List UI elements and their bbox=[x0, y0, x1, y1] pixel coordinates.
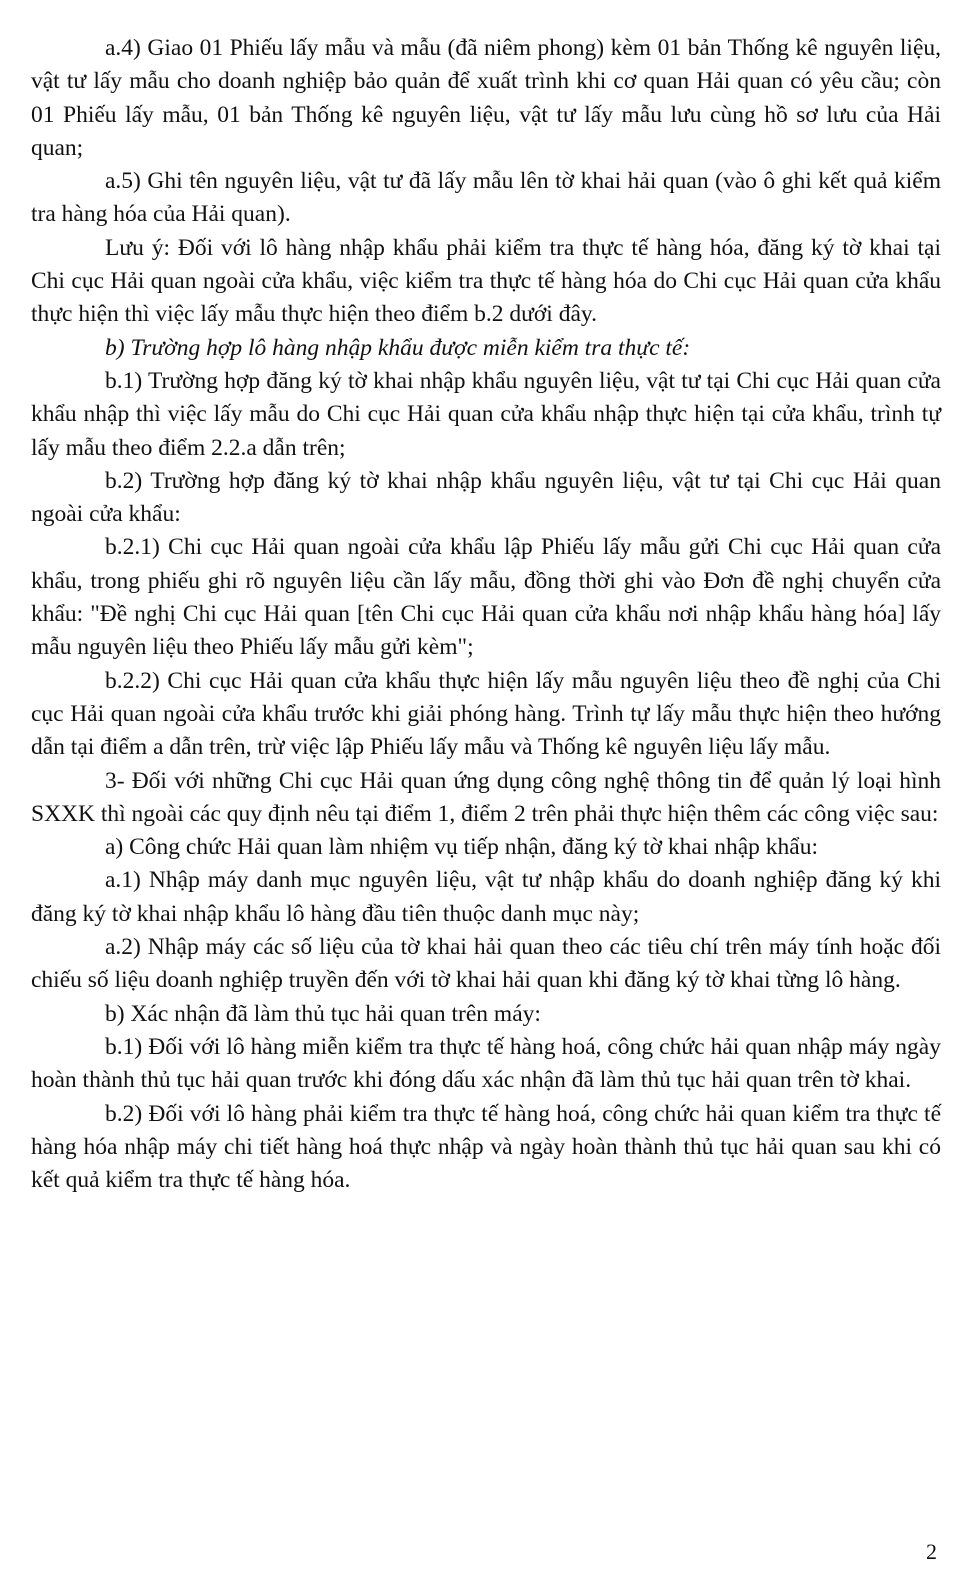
paragraph-section-3: 3- Đối với những Chi cục Hải quan ứng dụng công nghệ thông tin để quản lý loại hình SXXK thì ngoài các quy định nêu tại điểm 1, điểm 2 trên phải thực hiện thêm các công việc sau: bbox=[31, 767, 941, 827]
paragraph-3a2: a.2) Nhập máy các số liệu của tờ khai hải quan theo các tiêu chí trên máy tính hoặc đối chiếu số liệu doanh nghiệp truyền đến với tờ khai hải quan khi đăng ký tờ khai từng lô hàng. bbox=[31, 934, 941, 994]
paragraph-b2: b.2) Trường hợp đăng ký tờ khai nhập khẩu nguyên liệu, vật tư tại Chi cục Hải quan ngoài cửa khẩu: bbox=[31, 467, 941, 528]
document-body bbox=[31, 32, 941, 1197]
page-number: 2 bbox=[926, 1539, 937, 1564]
paragraph-b21: b.2.1) Chi cục Hải quan ngoài cửa khẩu lập Phiếu lấy mẫu gửi Chi cục Hải quan cửa khẩu, trong phiếu ghi rõ nguyên liệu cần lấy mẫu, đồng thời ghi vào Đơn đề nghị chuyển cửa khẩu: "Đề nghị Chi cục Hải quan [tên Chi cục Hải quan cửa khẩu nơi nhập khẩu hàng hóa] lấy mẫu nguyên liệu theo Phiếu lấy mẫu gửi kèm"; bbox=[31, 534, 941, 661]
section-heading-b: b) Trường hợp lô hàng nhập khẩu được miễn kiểm tra thực tế: bbox=[105, 334, 691, 361]
paragraph-3a: a) Công chức Hải quan làm nhiệm vụ tiếp nhận, đăng ký tờ khai nhập khẩu: bbox=[105, 834, 819, 861]
paragraph-b22: b.2.2) Chi cục Hải quan cửa khẩu thực hiện lấy mẫu nguyên liệu theo đề nghị của Chi cục Hải quan ngoài cửa khẩu trước khi giải phóng hàng. Trình tự lấy mẫu thực hiện theo hướng dẫn tại điểm a dẫn trên, trừ việc lập Phiếu lấy mẫu và Thống kê nguyên liệu lấy mẫu. bbox=[31, 667, 941, 761]
paragraph-3b: b) Xác nhận đã làm thủ tục hải quan trên máy: bbox=[105, 1000, 541, 1027]
paragraph-3b1: b.1) Đối với lô hàng miễn kiểm tra thực tế hàng hoá, công chức hải quan nhập máy ngày hoàn thành thủ tục hải quan trước khi đóng dấu xác nhận đã làm thủ tục hải quan trên tờ khai. bbox=[31, 1033, 941, 1094]
paragraph-a4: a.4) Giao 01 Phiếu lấy mẫu và mẫu (đã niêm phong) kèm 01 bản Thống kê nguyên liệu, vật tư lấy mẫu cho doanh nghiệp bảo quản để xuất trình khi cơ quan Hải quan có yêu cầu; còn 01 Phiếu lấy mẫu, 01 bản Thống kê nguyên liệu, vật tư lấy mẫu lưu cùng hồ sơ lưu của Hải quan; bbox=[31, 35, 941, 161]
paragraph-3a1: a.1) Nhập máy danh mục nguyên liệu, vật tư nhập khẩu do doanh nghiệp đăng ký khi đăng ký tờ khai nhập khẩu lô hàng đầu tiên thuộc danh mục này; bbox=[31, 867, 941, 927]
paragraph-a5: a.5) Ghi tên nguyên liệu, vật tư đã lấy mẫu lên tờ khai hải quan (vào ô ghi kết quả kiểm tra hàng hóa của Hải quan). bbox=[31, 168, 941, 228]
paragraph-3b2: b.2) Đối với lô hàng phải kiểm tra thực tế hàng hoá, công chức hải quan kiểm tra thực tế hàng hóa nhập máy chi tiết hàng hoá thực nhập và ngày hoàn thành thủ tục hải quan sau khi có kết quả kiểm tra thực tế hàng hóa. bbox=[31, 1100, 941, 1194]
paragraph-note: Lưu ý: Đối với lô hàng nhập khẩu phải kiểm tra thực tế hàng hóa, đăng ký tờ khai tại Chi cục Hải quan ngoài cửa khẩu, việc kiểm tra thực tế hàng hóa do Chi cục Hải quan cửa khẩu thực hiện thì việc lấy mẫu thực hiện theo điểm b.2 dưới đây. bbox=[31, 234, 941, 328]
paragraph-b1: b.1) Trường hợp đăng ký tờ khai nhập khẩu nguyên liệu, vật tư tại Chi cục Hải quan cửa khẩu nhập thì việc lấy mẫu do Chi cục Hải quan cửa khẩu nhập thực hiện tại cửa khẩu, trình tự lấy mẫu theo điểm 2.2.a dẫn trên; bbox=[31, 367, 941, 461]
